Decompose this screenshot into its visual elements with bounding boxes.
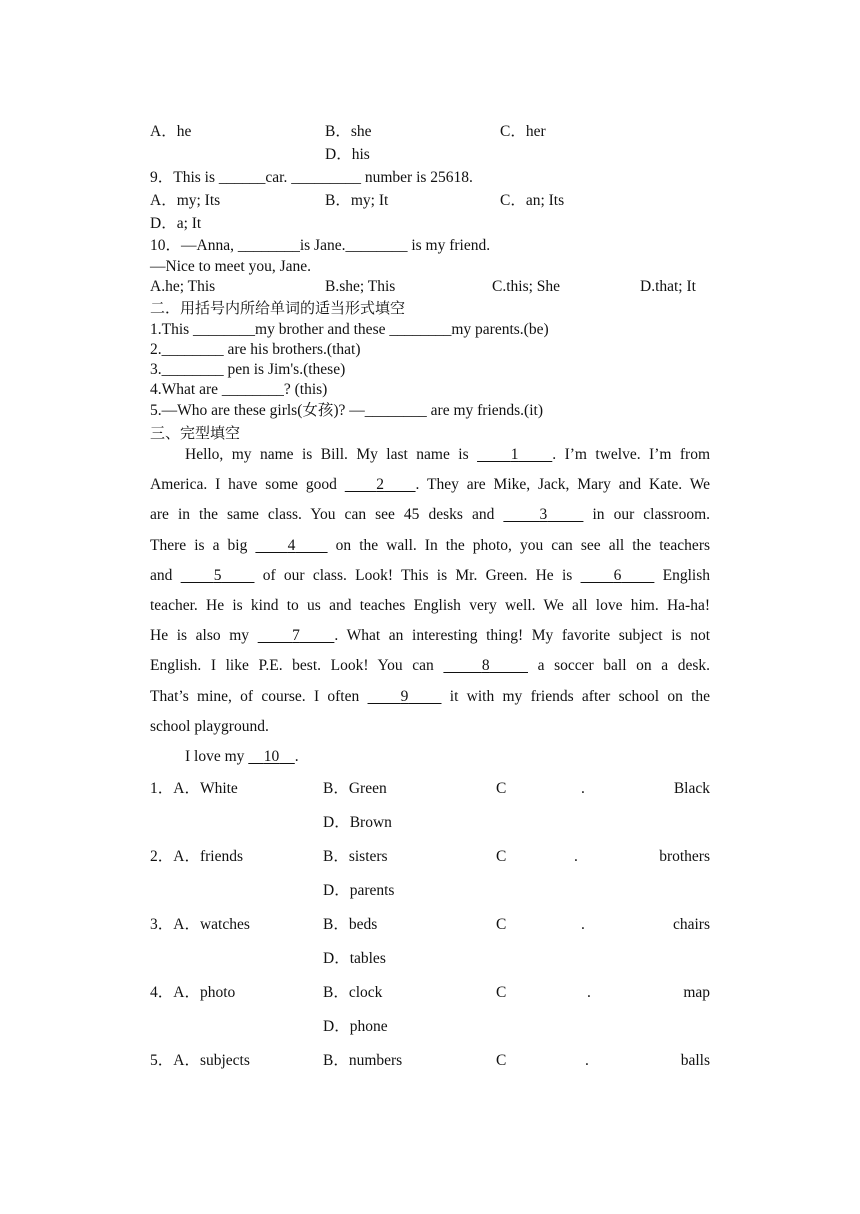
passage-line-8: English. I like P.E. best. Look! You can 8 a soccer ball on a desk.: [150, 657, 711, 675]
cloze-blank-7: 7: [292, 627, 300, 645]
cloze-q4-option-d: D．phone: [323, 1018, 388, 1035]
cloze-blank-8: 8: [481, 657, 490, 675]
cloze-q2-option-d: D．parents: [323, 882, 395, 899]
cloze-q5-option-c-letter: C: [496, 1052, 507, 1069]
cloze-passage: [150, 440, 710, 772]
cloze-q1-option-d: D．Brown: [323, 814, 392, 831]
passage-line-4: There is a big 4 on the wall. In the photo, you can see all the teachers: [150, 536, 711, 554]
cloze-blank-9: 9: [400, 687, 409, 705]
cloze-blank-1: 1: [510, 446, 519, 463]
cloze-q4-option-c-letter: C: [496, 984, 507, 1001]
q8-option-b: B．she: [325, 123, 372, 140]
q9-stem: 9．This is ______car. _________ number is 25618.: [150, 169, 473, 186]
cloze-q2-option-a: 2．A．friends: [150, 848, 243, 865]
section2-item-3: 3.________ pen is Jim's.(these): [150, 361, 346, 378]
cloze-q4-option-c-dot: .: [587, 984, 591, 1001]
passage-line-11: I love my 10 .: [185, 747, 299, 765]
cloze-q1-option-c-dot: .: [581, 780, 585, 797]
q9-option-c: C．an; Its: [500, 192, 565, 209]
q9-option-d: D．a; It: [150, 215, 202, 232]
cloze-q5-option-a: 5．A．subjects: [150, 1052, 250, 1069]
cloze-q4-option-c: map: [683, 984, 710, 1001]
section2-title: 二．用括号内所给单词的适当形式填空: [150, 299, 406, 317]
passage-line-2: America. I have some good 2 . They are Mike, Jack, Mary and Kate. We: [150, 476, 711, 494]
q9-option-a: A．my; Its: [150, 192, 221, 209]
cloze-q2-option-c-dot: .: [574, 848, 578, 865]
q9-option-b: B．my; It: [325, 192, 389, 209]
q10-option-b: B.she; This: [325, 278, 396, 295]
cloze-q1-option-c: Black: [673, 780, 710, 797]
cloze-blank-6: 6: [613, 566, 622, 584]
q10-option-d: D.that; It: [640, 278, 696, 295]
section2-item-4: 4.What are ________? (this): [150, 381, 328, 398]
cloze-blank-4: 4: [287, 536, 296, 554]
cloze-q2-option-c-letter: C: [496, 848, 507, 865]
cloze-q3-option-c-dot: .: [581, 916, 585, 933]
section2-item-2: 2.________ are his brothers.(that): [150, 341, 361, 358]
cloze-q3-option-d: D．tables: [323, 950, 386, 967]
q10-option-c: C.this; She: [492, 278, 561, 295]
section2-item-5: 5.—Who are these girls(女孩)? —________ are my friends.(it): [150, 402, 543, 419]
cloze-q4-option-b: B．clock: [323, 984, 383, 1001]
cloze-q4-option-a: 4．A．photo: [150, 984, 236, 1001]
cloze-q2-option-c: brothers: [659, 848, 710, 865]
q10-dialogue-line: —Nice to meet you, Jane.: [150, 258, 311, 275]
cloze-q5-option-c-dot: .: [585, 1052, 589, 1069]
cloze-q3-option-c-letter: C: [496, 916, 507, 933]
cloze-q1-option-c-letter: C: [496, 780, 507, 797]
cloze-blank-10: 10: [263, 747, 280, 765]
passage-line-5: and 5 of our class. Look! This is Mr. Green. He is 6 English: [150, 566, 711, 584]
passage-line-7: He is also my 7 . What an interesting thing! My favorite subject is not: [150, 627, 710, 645]
passage-line-6: teacher. He is kind to us and teaches English very well. We all love him. Ha-ha!: [150, 596, 710, 614]
cloze-q1-option-a: 1．A．White: [150, 780, 238, 797]
cloze-q2-option-b: B．sisters: [323, 848, 388, 865]
cloze-q3-option-b: B．beds: [323, 916, 378, 933]
section2-item-1: 1.This ________my brother and these ________my parents.(be): [150, 321, 549, 338]
cloze-blank-3: 3: [539, 506, 548, 524]
passage-line-10: school playground.: [150, 717, 269, 735]
q10-option-a: A.he; This: [150, 278, 216, 295]
cloze-blank-2: 2: [376, 476, 385, 494]
passage-line-9: That’s mine, of course. I often 9 it with my friends after school on the: [150, 687, 711, 705]
section3-title: 三、完型填空: [150, 424, 241, 442]
q8-option-a: A．he: [150, 123, 192, 140]
cloze-q3-option-a: 3．A．watches: [150, 916, 250, 933]
q10-stem: 10．—Anna, ________is Jane.________ is my friend.: [150, 237, 491, 254]
q8-option-c: C．her: [500, 123, 546, 140]
cloze-q5-option-b: B．numbers: [323, 1052, 403, 1069]
q8-option-d: D．his: [325, 146, 370, 163]
passage-line-1: Hello, my name is Bill. My last name is 1 . I’m twelve. I’m from: [185, 446, 710, 463]
passage-line-3: are in the same class. You can see 45 desks and 3 in our classroom.: [150, 506, 711, 524]
cloze-q1-option-b: B．Green: [323, 780, 387, 797]
cloze-q3-option-c: chairs: [672, 916, 710, 933]
cloze-q5-option-c: balls: [680, 1052, 710, 1069]
cloze-blank-5: 5: [213, 566, 222, 584]
